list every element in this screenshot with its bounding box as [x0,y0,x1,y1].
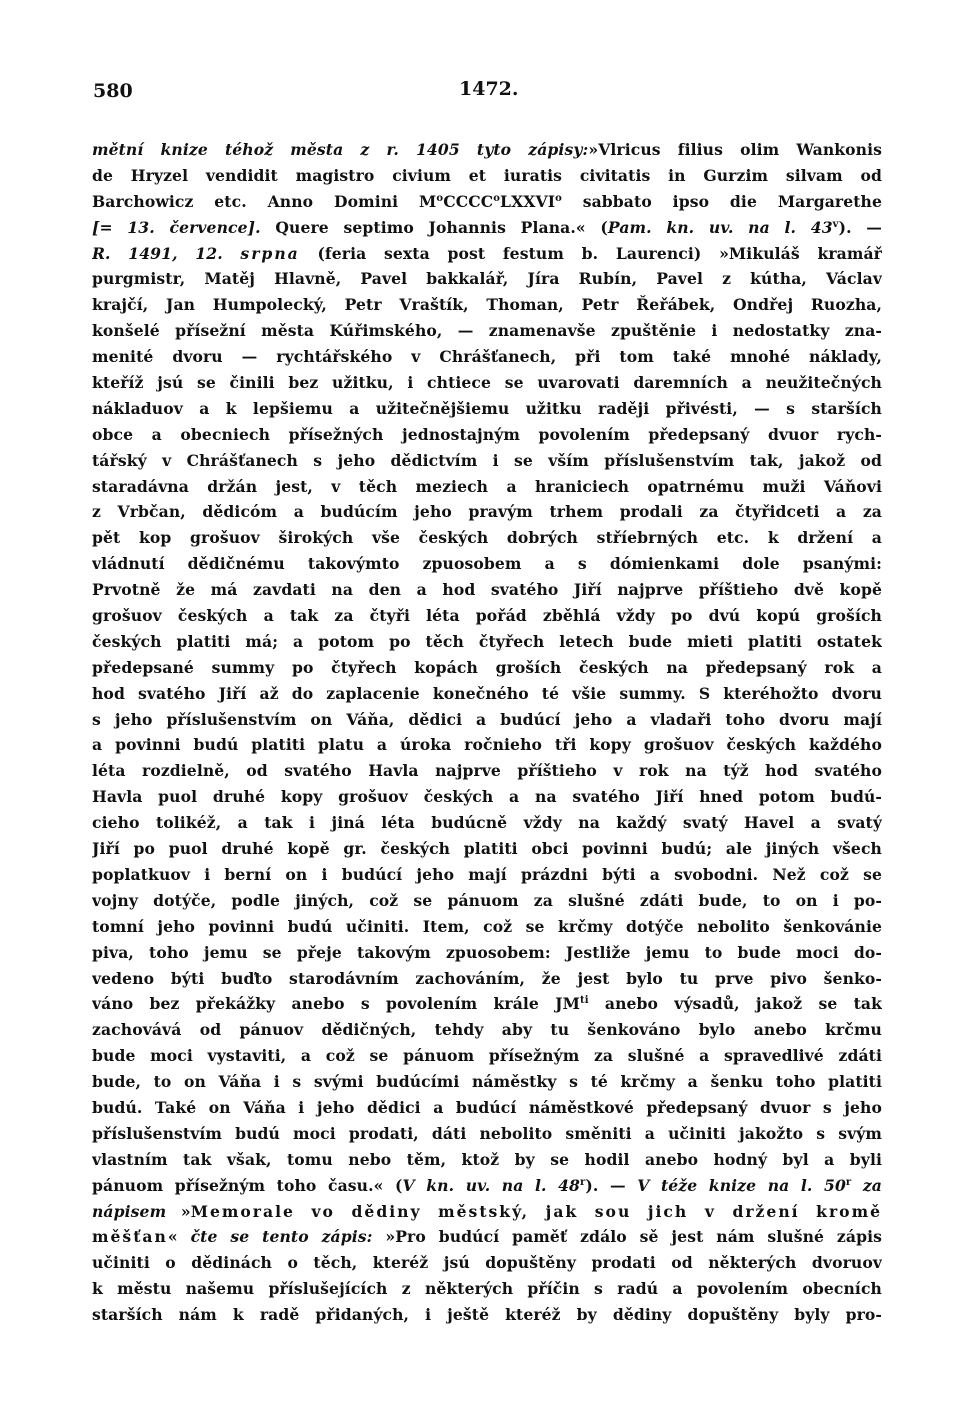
text-segment: k městu našemu příslušejících z některých příčin s radú a povolením obecních [92,1279,882,1299]
text-line [92,758,882,784]
text-segment: r [580,1176,586,1188]
text-segment: z Vrbčan, dědicóm a budúcím jeho pravým trhem prodali za čtyřidceti a za [92,502,882,522]
text-segment: vojny dotýče, podle jiných, což se pánuom za slušné zdáti bude, to on i po- [92,890,882,910]
text-line [92,655,882,681]
text-segment: bude moci vystaviti, a což se pánuom přísežným za slušné a spravedlivé zdáti [92,1046,882,1066]
running-head-year: 1472. [459,78,519,100]
text-line [92,448,882,474]
text-segment: konšelé přísežní města Kúřimského, — znamenavše zpuštěnie i nedostatky zna- [92,321,882,341]
text-line [92,1147,882,1173]
text-line [92,732,882,758]
text-segment: piva, toho jemu se přeje takovým zpuosobem: Jestliže jemu to bude moci do- [92,942,882,962]
text-line [92,629,882,655]
text-segment: de Hryzel vendidit magistro civium et iuratis civitatis in Gurzim silvam od [92,165,882,185]
text-segment: pánuom přísežným toho času.« ( [92,1175,403,1195]
text-line [92,1302,882,1328]
text-line [92,888,882,914]
text-segment: pět kop grošuov širokých vše českých dobrých stříebrných etc. k držení a [92,528,882,548]
text-segment: »Pro budúcí paměť zdálo sě jest nám slušné zápis [372,1227,882,1247]
text-line [92,318,882,344]
text-segment: měšťan [92,1227,168,1247]
text-segment: hod svatého Jiří až do zaplacenie konečného té všie summy. S kteréhožto dvoru [92,683,882,703]
text-line [92,577,882,603]
text-line [92,914,882,940]
text-segment: předepsané summy po čtyřech kopách groších českých na předepsaný rok a [92,657,882,677]
text-segment: » [166,1201,191,1221]
text-line [92,1017,882,1043]
text-line [92,396,882,422]
text-segment: vlastním tak však, tomu nebo těm, ktož by se hodil anebo hodný byl a byli [92,1149,882,1169]
text-segment: vládnutí dědičnému takovýmto zpuosobem a s dómienkami dole psanými: [92,554,882,574]
text-segment: krajčí, Jan Humpolecký, Petr Vraštík, Thoman, Petr Řeřábek, Ondřej Ruozha, [92,295,882,315]
text-segment: Memorale vo dědiny městský, jak sou jich v držení kromě [190,1201,882,1221]
text-line [92,525,882,551]
text-segment: tomní jeho povinni budú učiniti. Item, což se krčmy dotýče nebolito šenkovánie [92,916,882,936]
text-segment: obce a obecniech přísežných jednostajným povolením předepsaný dvuor rych- [92,424,882,444]
text-line [92,551,882,577]
text-segment: léta rozdielně, od svatého Havla najprve příštieho v rok na týž hod svatého [92,761,882,781]
text-segment: r [845,1176,852,1188]
text-segment: kteříž jsú se činili bez užitku, i chtiece se uvarovati daremních a neužitečných [92,373,882,393]
text-segment: poplatkuov i berní on i budúcí jeho mají prázdni býti a svobodni. Než což se [92,864,882,884]
text-line [92,707,882,733]
text-segment: (feria sexta post festum b. Laurenci) »Mikuláš kramář [299,243,882,263]
text-segment: budú. Také on Váňa i jeho dědici a budúcí náměstkové předepsaný dvuor s jeho [92,1097,882,1117]
text-segment: v [832,218,839,230]
text-line [92,1095,882,1121]
text-segment: vedeno býti buďto starodávním zachováním, že jest bylo tu prve pivo šenko- [92,968,882,988]
text-segment: nápisem [92,1201,167,1221]
text-line [92,784,882,810]
text-segment: ). — [585,1175,638,1195]
text-segment: mětní knize téhož města z r. 1405 tyto zápisy: [92,140,589,159]
text-segment: váno bez překážky anebo s povolením krále JM [92,994,581,1014]
text-line [92,603,882,629]
text-segment: CCCC [443,191,494,211]
text-segment: bude, to on Váňa i s svými budúcími náměstky s té krčmy a šenku toho platiti [92,1072,882,1092]
text-segment: cieho tolikéž, a tak i jiná léta budúcně vždy na každý svatý Havel a svatý [92,813,882,833]
text-segment: o [436,192,444,204]
text-segment: Jiří po puol druhé kopě gr. českých platiti obci povinni budú; ale jiných všech [92,839,882,859]
text-line [92,474,882,500]
text-line [92,292,882,318]
text-segment: s jeho příslušenstvím on Váňa, dědici a budúcí jeho a vladaři toho dvoru mají [92,709,882,729]
text-segment: starších nám k radě přidaných, i ještě kteréž by dědiny dopuštěny byly pro- [92,1305,882,1325]
text-segment: [= 13. července]. [92,217,261,237]
text-line [92,940,882,966]
text-line [92,836,882,862]
text-segment: srpna [240,243,300,263]
text-segment: za [851,1175,882,1195]
text-line [92,1173,882,1199]
text-segment: Havla puol druhé kopy grošuov českých a na svatého Jiří hned potom budú- [92,787,882,807]
text-segment: o [555,192,562,204]
text-segment: « [167,1227,191,1247]
text-segment: R. 1491, 12. [92,243,241,263]
text-line [92,499,882,525]
text-line [92,370,882,396]
text-segment: zachovává od pánuov dědičných, tehdy aby tu šenkováno bylo anebo krčmu [92,1020,882,1040]
text-segment: anebo výsadů, jakož se tak [588,994,882,1014]
text-line [92,241,882,267]
text-line [92,215,882,241]
text-line [92,189,882,215]
text-segment: staradávna držán jest, v těch meziech a hraniciech opatrnému muži Váňovi [92,476,882,496]
text-segment: Prvotně že má zavdati na den a hod svatého Jiří najprve příštieho dvě kopě [92,580,882,600]
text-segment: příslušenstvím budú moci prodati, dáti nebolito směniti a učiniti jakožto s svým [92,1123,882,1143]
text-segment: Barchowicz etc. Anno Domini M [92,191,437,211]
text-segment: grošuov českých a tak za čtyři léta pořád zběhlá vždy po dvú kopú groších [92,606,882,626]
text-segment: českých platiti má; a potom po těch čtyřech letech bude mieti platiti ostatek [92,631,882,651]
text-line [92,966,882,992]
text-line [92,1121,882,1147]
text-segment: sabbato ipso die Margarethe [561,191,882,211]
text-segment: o [493,192,501,204]
text-line [92,137,882,163]
text-segment: »Vlricus filius olim Wankonis [588,140,882,159]
text-line [92,1250,882,1276]
text-line [92,1276,882,1302]
text-segment: LXXVI [500,191,556,211]
text-segment: učiniti o dědinách o těch, kteréž jsú dopuštěny prodati od některých dvoruov [92,1253,882,1273]
text-line [92,344,882,370]
text-line [92,1224,882,1250]
text-line [92,422,882,448]
text-segment: a povinni budú platiti platu a úroka ročnieho tři kopy grošuov českých každého [92,735,882,755]
text-line [92,681,882,707]
text-line [92,163,882,189]
text-segment: menité dvoru — rychtářského v Chrášťanech, při tom také mnohé náklady, [92,347,882,367]
text-line [92,991,882,1017]
text-line [92,810,882,836]
text-line [92,1199,882,1225]
text-segment: Quere septimo Johannis Plana.« ( [260,217,608,237]
text-segment: ti [580,995,589,1007]
text-segment: ). — [838,217,882,237]
body-text [92,137,882,1328]
text-segment: V téže knize na l. 50 [637,1175,846,1195]
text-segment: purgmistr, Matěj Hlavně, Pavel bakkalář, Jíra Rubín, Pavel z kútha, Václav [92,269,882,289]
text-segment: Pam. kn. uv. na l. 43 [607,217,833,237]
page-number: 580 [93,80,133,102]
text-segment: tářský v Chrášťanech s jeho dědictvím i se vším příslušenstvím tak, jakož od [92,450,882,470]
text-segment: čte se tento zápis: [190,1227,373,1247]
text-line [92,1043,882,1069]
text-line [92,862,882,888]
text-segment: V kn. uv. na l. 48 [402,1175,581,1195]
text-segment: nákladuov a k lepšiemu a užitečnějšiemu užitku raději přivésti, — s starších [92,398,882,418]
text-line [92,1069,882,1095]
text-line [92,266,882,292]
